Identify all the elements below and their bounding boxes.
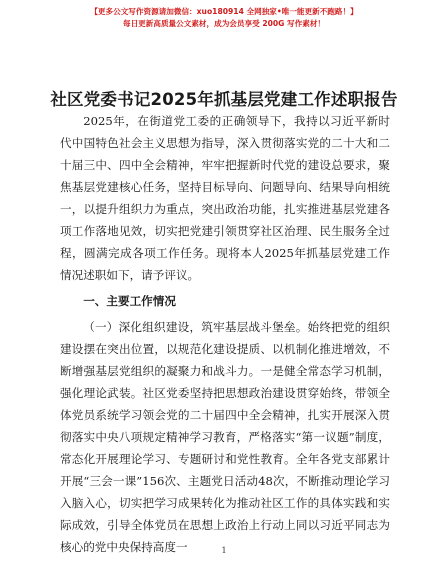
body-paragraph: （一）深化组织建设，筑牢基层战斗堡垒。始终把党的组织建设摆在突出位置，以规范化建设提质、以机制化推进增效，不断增强基层党组织的凝聚力和战斗力。一是健全常态学习机制，强化理论武装。社区党委坚持把思想政治建设贯穿始终，带领全体党员系统学习领会党的二十届四中全会精神，扎实开展深入贯彻落实中央八项规定精神学习教育，严格落实“第一议题”制度，常态化开展理论学习、专题研讨和党性教育。全年各党支部累计开展“三会一课”156次、主题党日活动48次，不断推动理论学习入脑入心，切实把学习成果转化为推动社区工作的具体实践和实际成效，引导全体党员在思想上政治上行动上同以习近平同志为核心的党中央保持高度一 (60, 320, 390, 554)
document-title: 社区党委书记2025年抓基层党建工作述职报告 (50, 90, 398, 109)
section-heading: 一、主要工作情况 (83, 294, 176, 308)
promo-banner-line-2: 每日更新高质量公文素材，成为会员享受 200G 写作素材！ (122, 19, 326, 28)
promo-banner (0, 6, 448, 30)
intro-paragraph: 2025年，在街道党工委的正确领导下，我持以习近平新时代中国特色社会主义思想为指导，深入贯彻落实党的二十大和二十届三中、四中全会精神，牢牢把握新时代党的建设总要求，聚焦基层党建核心任务，坚持目标导向、问题导向、结果导向相统一，以提升组织力为重点，突出政治功能，扎实推进基层党建各项工作落地见效，切实把党建引领贯穿社区治理、民生服务全过程，圆满完成各项工作任务。现将本人2025年抓基层党建工作情况述职如下，请予评议。 (60, 114, 390, 282)
promo-banner-line-1: 【更多公文写作资源请加微信：xuo180914 全网独家•唯一能更新不跑路！】 (90, 7, 358, 16)
page-number: 1 (221, 546, 227, 555)
document-body (60, 110, 390, 558)
